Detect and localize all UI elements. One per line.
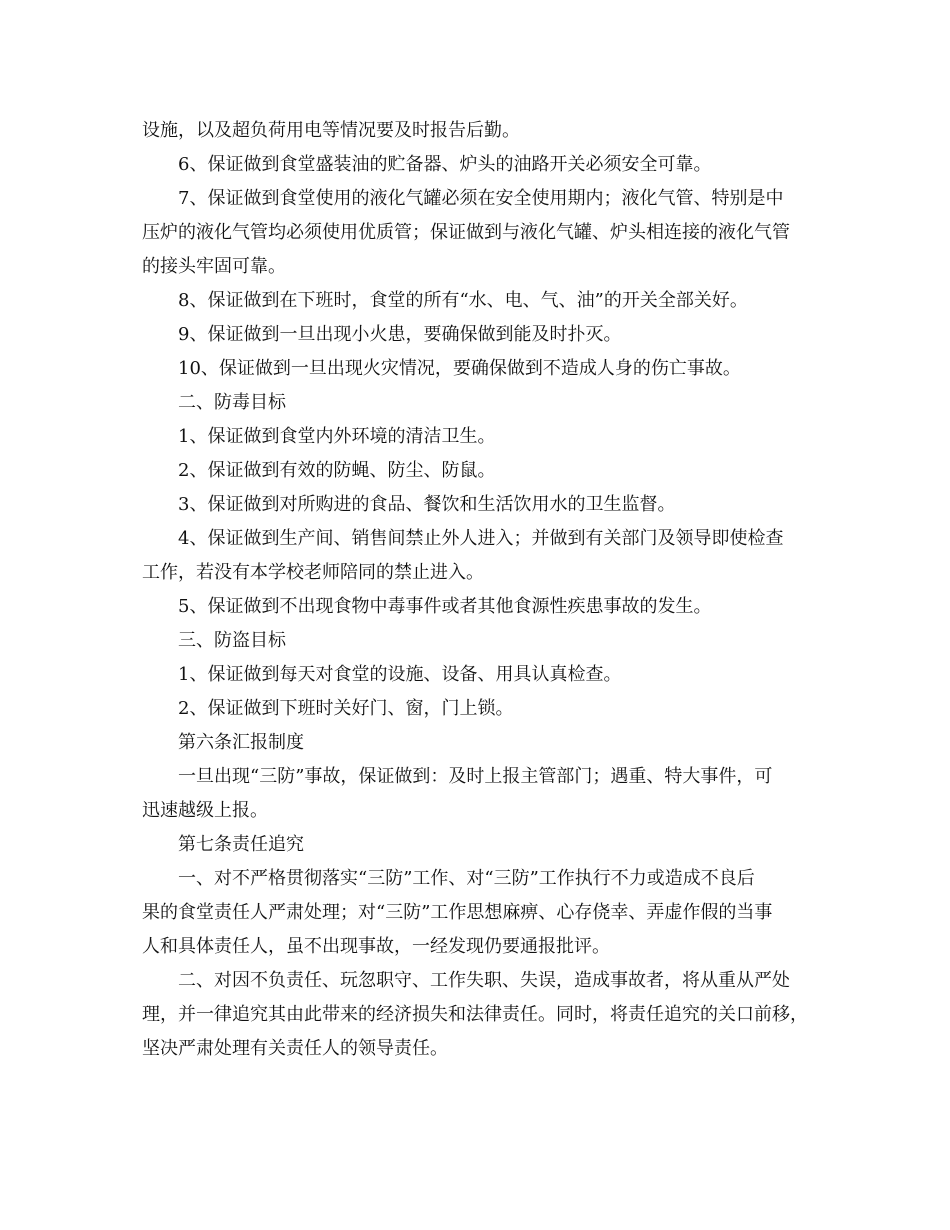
text-line: 2、保证做到下班时关好门、窗，门上锁。 [178, 698, 514, 719]
paragraph [142, 522, 822, 590]
text-line: 二、对因不负责任、玩忽职守、工作失职、失误，造成事故者，将从重从严处 [178, 970, 790, 991]
paragraph [142, 114, 822, 148]
text-line: 2、保证做到有效的防蝇、防尘、防鼠。 [178, 460, 496, 481]
paragraph [142, 590, 822, 624]
text-line: 二、防毒目标 [178, 392, 286, 413]
paragraph [142, 352, 822, 386]
paragraph [142, 318, 822, 352]
text-line: 迅速越级上报。 [142, 800, 268, 821]
text-line: 9、保证做到一旦出现小火患，要确保做到能及时扑灭。 [178, 324, 622, 345]
paragraph [142, 692, 822, 726]
text-line: 设施，以及超负荷用电等情况要及时报告后勤。 [142, 120, 520, 141]
paragraph [142, 726, 822, 760]
text-line: 第六条汇报制度 [178, 732, 304, 753]
paragraph [142, 182, 822, 284]
text-line: 三、防盗目标 [178, 630, 286, 651]
text-line: 工作，若没有本学校老师陪同的禁止进入。 [142, 562, 484, 583]
text-line: 压炉的液化气管均必须使用优质管；保证做到与液化气罐、炉头相连接的液化气管 [142, 222, 790, 243]
text-line: 第七条责任追究 [178, 834, 304, 855]
paragraph [142, 284, 822, 318]
text-line: 1、保证做到食堂内外环境的清洁卫生。 [178, 426, 496, 447]
text-line: 的接头牢固可靠。 [142, 256, 286, 277]
paragraph [142, 964, 822, 1066]
paragraph [142, 828, 822, 862]
text-line: 5、保证做到不出现食物中毒事件或者其他食源性疾患事故的发生。 [178, 596, 712, 617]
text-line: 10、保证做到一旦出现火灾情况，要确保做到不造成人身的伤亡事故。 [178, 358, 741, 379]
text-line: 4、保证做到生产间、销售间禁止外人进入；并做到有关部门及领导即使检查 [178, 528, 784, 549]
paragraph [142, 862, 822, 964]
text-line: 3、保证做到对所购进的食品、餐饮和生活饮用水的卫生监督。 [178, 494, 676, 515]
paragraph [142, 760, 822, 828]
paragraph [142, 148, 822, 182]
text-line: 一、对不严格贯彻落实“三防”工作、对“三防”工作执行不力或造成不良后 [178, 868, 755, 889]
text-line: 1、保证做到每天对食堂的设施、设备、用具认真检查。 [178, 664, 622, 685]
document-body [142, 114, 822, 1066]
paragraph [142, 488, 822, 522]
paragraph [142, 420, 822, 454]
text-line: 7、保证做到食堂使用的液化气罐必须在安全使用期内；液化气管、特别是中 [178, 188, 784, 209]
paragraph [142, 454, 822, 488]
text-line: 人和具体责任人，虽不出现事故，一经发现仍要通报批评。 [142, 936, 610, 957]
paragraph [142, 386, 822, 420]
paragraph [142, 624, 822, 658]
text-line: 坚决严肃处理有关责任人的领导责任。 [142, 1038, 448, 1059]
text-line: 一旦出现“三防”事故，保证做到：及时上报主管部门；遇重、特大事件，可 [178, 766, 773, 787]
paragraph [142, 658, 822, 692]
text-line: 8、保证做到在下班时，食堂的所有“水、电、气、油”的开关全部关好。 [178, 290, 748, 311]
text-line: 6、保证做到食堂盛装油的贮备器、炉头的油路开关必须安全可靠。 [178, 154, 712, 175]
text-line: 理，并一律追究其由此带来的经济损失和法律责任。同时，将责任追究的关口前移， [142, 1004, 808, 1025]
text-line: 果的食堂责任人严肃处理；对“三防”工作思想麻痹、心存侥幸、弄虚作假的当事 [142, 902, 773, 923]
